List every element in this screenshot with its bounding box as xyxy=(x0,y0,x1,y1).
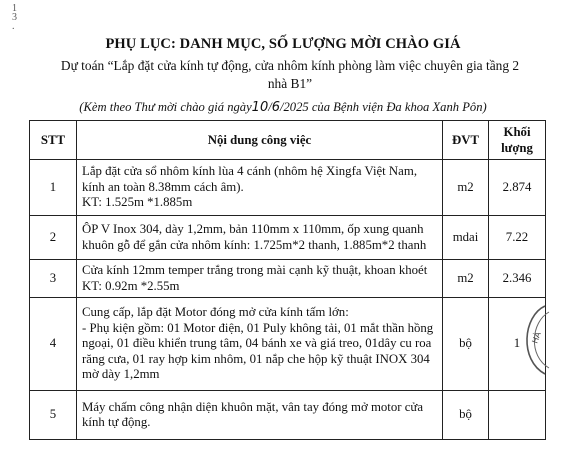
cell-unit: bộ xyxy=(443,391,489,440)
handwritten-month: 6 xyxy=(271,100,280,115)
cell-stt: 4 xyxy=(30,298,77,391)
cell-volume-with-stamp xyxy=(489,298,546,391)
table-row xyxy=(30,216,546,260)
cell-unit: mdai xyxy=(443,216,489,260)
page-title: PHỤ LỤC: DANH MỤC, SỐ LƯỢNG MỜI CHÀO GIÁ xyxy=(105,36,461,52)
cell-stt: 2 xyxy=(30,216,77,260)
cell-volume: 2.346 xyxy=(489,260,546,298)
header-stt: STT xyxy=(30,121,77,160)
handwritten-day: 10 xyxy=(251,100,269,115)
cell-volume: 1 xyxy=(513,336,521,351)
cell-volume: 2.874 xyxy=(489,160,546,216)
cell-stt: 3 xyxy=(30,260,77,298)
header-unit: ĐVT xyxy=(443,121,489,160)
margin-mark: 1 3 . xyxy=(12,3,17,32)
cell-content: Lắp đặt cửa sổ nhôm kính lùa 4 cánh (nhôm hệ Xingfa Việt Nam, kính an toàn 8.38mm cách âm). KT: 1.525m *1.885m xyxy=(77,160,443,216)
note-prefix: (Kèm theo Thư mời chào giá ngày xyxy=(79,100,252,114)
cell-unit: m2 xyxy=(443,160,489,216)
cell-stt: 5 xyxy=(30,391,77,440)
table-row xyxy=(30,298,546,391)
cell-content: Cung cấp, lắp đặt Motor đóng mở cửa kính tấm lớn: - Phụ kiện gồm: 01 Motor điện, 01 Puly không tải, 01 mắt thần hồng ngoại, 01 điều khiển trung tâm, 04 bánh xe và giá treo, 01dây cu roa răng cưa, 01 ray hợp kim nhôm, 01 nắp che hộp kỹ thuật INOX 304 mờ dày 1,2mm xyxy=(77,298,443,391)
table-row xyxy=(30,391,546,440)
cell-unit: bộ xyxy=(443,298,489,391)
cell-unit: m2 xyxy=(443,260,489,298)
table-row xyxy=(30,260,546,298)
stamp-text: HÀ xyxy=(530,330,543,345)
note-suffix: /2025 của Bệnh viện Đa khoa Xanh Pôn) xyxy=(280,100,487,114)
cell-volume xyxy=(489,391,546,440)
header-content: Nội dung công việc xyxy=(77,121,443,160)
cell-content: ÔP V Inox 304, dày 1,2mm, bản 110mm x 110mm, ốp xung quanh khuôn gỗ để gắn cửa nhôm kính: 1.725m*2 thanh, 1.885m*2 thanh xyxy=(77,216,443,260)
note-slash: / xyxy=(268,100,272,114)
header-volume: Khối lượng xyxy=(489,121,546,160)
page-subtitle: Dự toán “Lắp đặt cửa kính tự động, cửa nhôm kính phòng làm việc chuyên gia tầng 2 nhà B1” xyxy=(60,58,520,91)
table-header-row xyxy=(30,121,546,160)
cell-stt: 1 xyxy=(30,160,77,216)
cell-content: Máy chấm công nhận diện khuôn mặt, vân tay đóng mở motor cửa kính tự động. xyxy=(77,391,443,440)
cell-volume: 7.22 xyxy=(489,216,546,260)
items-table xyxy=(29,120,546,440)
cell-content: Cửa kính 12mm temper trắng trong mài cạnh kỹ thuật, khoan khoét KT: 0.92m *2.55m xyxy=(77,260,443,298)
attachment-note xyxy=(0,100,566,115)
stamp-fragment xyxy=(515,304,551,376)
table-row xyxy=(30,160,546,216)
